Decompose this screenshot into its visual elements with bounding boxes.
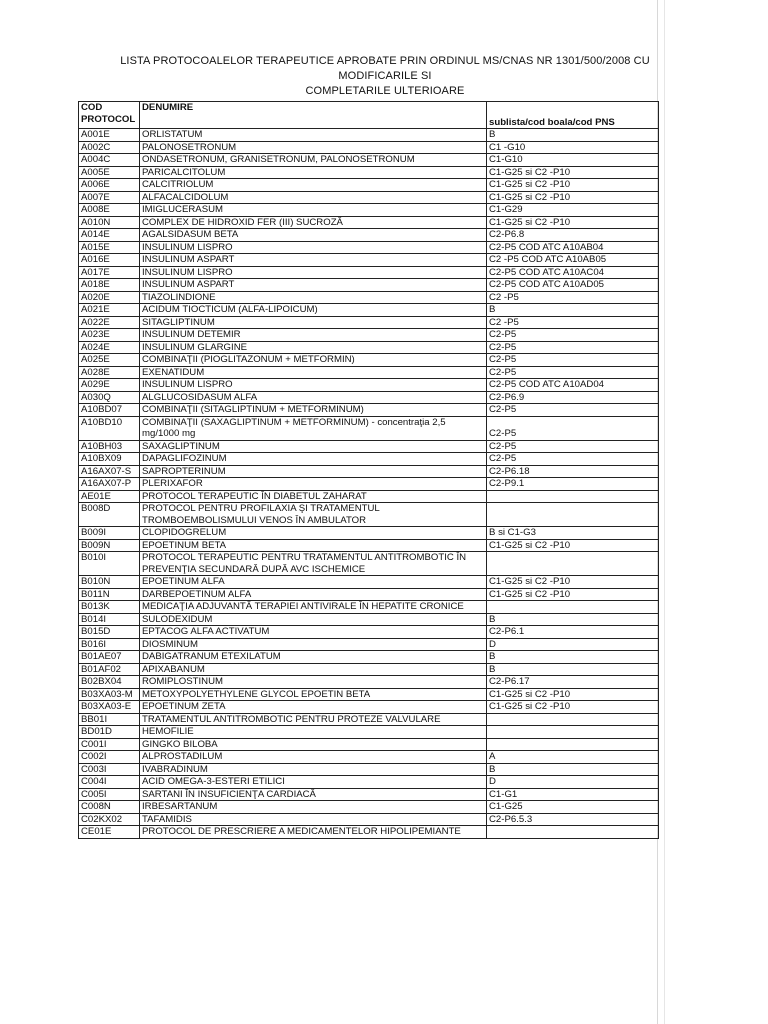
row-name: ACIDUM TIOCTICUM (ALFA-LIPOICUM) bbox=[140, 304, 487, 317]
row-code: A015E bbox=[79, 241, 140, 254]
document-title bbox=[100, 54, 670, 99]
row-pns: A bbox=[487, 751, 659, 764]
table-row bbox=[79, 329, 659, 342]
row-name: AGALSIDASUM BETA bbox=[140, 229, 487, 242]
table-row bbox=[79, 141, 659, 154]
row-code: A021E bbox=[79, 304, 140, 317]
table-row bbox=[79, 588, 659, 601]
row-name: CALCITRIOLUM bbox=[140, 179, 487, 192]
row-pns bbox=[487, 601, 659, 614]
row-pns: C2-P5 bbox=[487, 404, 659, 417]
row-name: INSULINUM ASPART bbox=[140, 279, 487, 292]
row-code: A014E bbox=[79, 229, 140, 242]
row-code: A007E bbox=[79, 191, 140, 204]
row-pns: C2 -P5 bbox=[487, 316, 659, 329]
row-name: INSULINUM GLARGINE bbox=[140, 341, 487, 354]
row-name: ALGLUCOSIDASUM ALFA bbox=[140, 391, 487, 404]
table-row bbox=[79, 129, 659, 142]
table-row bbox=[79, 179, 659, 192]
row-name: INSULINUM LISPRO bbox=[140, 266, 487, 279]
row-pns bbox=[487, 490, 659, 503]
row-code: A024E bbox=[79, 341, 140, 354]
title-line-1: LISTA PROTOCOALELOR TERAPEUTICE APROBATE PRIN ORDINUL MS/CNAS NR 1301/500/2008 CU MODIFICARILE SI bbox=[120, 55, 650, 82]
row-code: BB01I bbox=[79, 713, 140, 726]
table-row bbox=[79, 527, 659, 540]
row-code: B008D bbox=[79, 503, 140, 527]
row-pns: B si C1-G3 bbox=[487, 527, 659, 540]
row-code: C005I bbox=[79, 788, 140, 801]
row-name: TIAZOLINDIONE bbox=[140, 291, 487, 304]
row-name: COMBINAŢII (SAXAGLIPTINUM + METFORMINUM) - concentraţia 2,5 mg/1000 mg bbox=[140, 416, 487, 440]
row-name: COMBINAŢII (SITAGLIPTINUM + METFORMINUM) bbox=[140, 404, 487, 417]
row-name: INSULINUM LISPRO bbox=[140, 241, 487, 254]
row-pns: C1-G25 si C2 -P10 bbox=[487, 166, 659, 179]
row-pns: C2-P5 COD ATC A10AB04 bbox=[487, 241, 659, 254]
table-row bbox=[79, 626, 659, 639]
row-pns: C1-G25 si C2 -P10 bbox=[487, 179, 659, 192]
row-name: IRBESARTANUM bbox=[140, 801, 487, 814]
row-pns: C2-P6.1 bbox=[487, 626, 659, 639]
row-pns bbox=[487, 726, 659, 739]
row-code: B016I bbox=[79, 638, 140, 651]
row-code: B03XA03-E bbox=[79, 701, 140, 714]
header-pns: sublista/cod boala/cod PNS bbox=[487, 102, 659, 129]
row-code: B010N bbox=[79, 576, 140, 589]
row-name: ONDASETRONUM, GRANISETRONUM, PALONOSETRONUM bbox=[140, 154, 487, 167]
table-row bbox=[79, 826, 659, 839]
row-name: CLOPIDOGRELUM bbox=[140, 527, 487, 540]
table-row bbox=[79, 801, 659, 814]
row-code: A017E bbox=[79, 266, 140, 279]
row-code: A16AX07-P bbox=[79, 478, 140, 491]
row-pns: C2-P5 bbox=[487, 453, 659, 466]
row-code: A029E bbox=[79, 379, 140, 392]
table-row bbox=[79, 763, 659, 776]
table-row bbox=[79, 440, 659, 453]
row-name: SITAGLIPTINUM bbox=[140, 316, 487, 329]
row-code: A005E bbox=[79, 166, 140, 179]
table-row bbox=[79, 216, 659, 229]
row-code: A004C bbox=[79, 154, 140, 167]
row-code: A10BD07 bbox=[79, 404, 140, 417]
table-row bbox=[79, 701, 659, 714]
row-pns: C2-P5 bbox=[487, 366, 659, 379]
table-row bbox=[79, 738, 659, 751]
row-code: A028E bbox=[79, 366, 140, 379]
row-pns: B bbox=[487, 763, 659, 776]
row-code: A010N bbox=[79, 216, 140, 229]
row-name: EPOETINUM ALFA bbox=[140, 576, 487, 589]
row-name: COMBINAŢII (PIOGLITAZONUM + METFORMIN) bbox=[140, 354, 487, 367]
row-name: APIXABANUM bbox=[140, 663, 487, 676]
row-code: C002I bbox=[79, 751, 140, 764]
row-code: C003I bbox=[79, 763, 140, 776]
table-row bbox=[79, 379, 659, 392]
table-row bbox=[79, 601, 659, 614]
row-code: B009N bbox=[79, 539, 140, 552]
scan-edge-line bbox=[664, 0, 665, 1024]
table-row bbox=[79, 576, 659, 589]
row-code: A025E bbox=[79, 354, 140, 367]
row-name: ALFACALCIDOLUM bbox=[140, 191, 487, 204]
header-name: DENUMIRE bbox=[140, 102, 487, 129]
row-pns: C2-P6.18 bbox=[487, 465, 659, 478]
row-name: METOXYPOLYETHYLENE GLYCOL EPOETIN BETA bbox=[140, 688, 487, 701]
row-pns: C1-G10 bbox=[487, 154, 659, 167]
row-name: ROMIPLOSTINUM bbox=[140, 676, 487, 689]
table-row bbox=[79, 663, 659, 676]
row-name: SARTANI ÎN INSUFICIENŢA CARDIACĂ bbox=[140, 788, 487, 801]
row-pns bbox=[487, 713, 659, 726]
row-name: PALONOSETRONUM bbox=[140, 141, 487, 154]
table-row bbox=[79, 490, 659, 503]
row-pns: C1-G29 bbox=[487, 204, 659, 217]
row-code: A016E bbox=[79, 254, 140, 267]
row-name: SAPROPTERINUM bbox=[140, 465, 487, 478]
row-code: AE01E bbox=[79, 490, 140, 503]
row-name: EPOETINUM ZETA bbox=[140, 701, 487, 714]
row-name: PROTOCOL DE PRESCRIERE A MEDICAMENTELOR HIPOLIPEMIANTE bbox=[140, 826, 487, 839]
row-pns: C1-G25 bbox=[487, 801, 659, 814]
row-pns: D bbox=[487, 776, 659, 789]
row-pns: C1 -G10 bbox=[487, 141, 659, 154]
table-row bbox=[79, 751, 659, 764]
row-name: DAPAGLIFOZINUM bbox=[140, 453, 487, 466]
row-code: BD01D bbox=[79, 726, 140, 739]
row-pns: C1-G25 si C2 -P10 bbox=[487, 588, 659, 601]
row-pns: C2 -P5 bbox=[487, 291, 659, 304]
row-code: B015D bbox=[79, 626, 140, 639]
row-name: ORLISTATUM bbox=[140, 129, 487, 142]
table-row bbox=[79, 552, 659, 576]
row-code: A020E bbox=[79, 291, 140, 304]
row-name: PROTOCOL TERAPEUTIC ÎN DIABETUL ZAHARAT bbox=[140, 490, 487, 503]
row-name: IMIGLUCERASUM bbox=[140, 204, 487, 217]
row-pns: C2-P5 bbox=[487, 416, 659, 440]
table-row bbox=[79, 341, 659, 354]
row-pns: C1-G1 bbox=[487, 788, 659, 801]
row-code: C004I bbox=[79, 776, 140, 789]
table-header-row bbox=[79, 102, 659, 129]
row-code: A006E bbox=[79, 179, 140, 192]
row-name: MEDICAŢIA ADJUVANTĂ TERAPIEI ANTIVIRALE ÎN HEPATITE CRONICE bbox=[140, 601, 487, 614]
row-pns: C2-P6.8 bbox=[487, 229, 659, 242]
row-code: C02KX02 bbox=[79, 813, 140, 826]
row-code: A10BX09 bbox=[79, 453, 140, 466]
row-code: A022E bbox=[79, 316, 140, 329]
table-row bbox=[79, 465, 659, 478]
table-row bbox=[79, 354, 659, 367]
row-pns: C1-G25 si C2 -P10 bbox=[487, 701, 659, 714]
row-pns: C2-P5 COD ATC A10AD04 bbox=[487, 379, 659, 392]
row-name: EXENATIDUM bbox=[140, 366, 487, 379]
table-row bbox=[79, 539, 659, 552]
row-name: INSULINUM LISPRO bbox=[140, 379, 487, 392]
row-code: A030Q bbox=[79, 391, 140, 404]
row-name: EPTACOG ALFA ACTIVATUM bbox=[140, 626, 487, 639]
row-pns: D bbox=[487, 638, 659, 651]
table-row bbox=[79, 416, 659, 440]
protocol-table-body bbox=[79, 102, 659, 839]
table-row bbox=[79, 204, 659, 217]
row-name: COMPLEX DE HIDROXID FER (III) SUCROZĂ bbox=[140, 216, 487, 229]
row-code: A008E bbox=[79, 204, 140, 217]
table-row bbox=[79, 478, 659, 491]
title-line-2: COMPLETARILE ULTERIOARE bbox=[305, 85, 465, 97]
row-pns: C2-P6.5.3 bbox=[487, 813, 659, 826]
row-pns: C1-G25 si C2 -P10 bbox=[487, 539, 659, 552]
row-pns: C1-G25 si C2 -P10 bbox=[487, 576, 659, 589]
table-row bbox=[79, 713, 659, 726]
table-row bbox=[79, 776, 659, 789]
row-name: DABIGATRANUM ETEXILATUM bbox=[140, 651, 487, 664]
row-name: PLERIXAFOR bbox=[140, 478, 487, 491]
row-name: ALPROSTADILUM bbox=[140, 751, 487, 764]
row-pns bbox=[487, 826, 659, 839]
row-pns: C2-P5 bbox=[487, 329, 659, 342]
row-code: A018E bbox=[79, 279, 140, 292]
row-pns: B bbox=[487, 651, 659, 664]
row-name: HEMOFILIE bbox=[140, 726, 487, 739]
row-name: DARBEPOETINUM ALFA bbox=[140, 588, 487, 601]
row-name: PROTOCOL TERAPEUTIC PENTRU TRATAMENTUL ANTITROMBOTIC ÎN PREVENŢIA SECUNDARĂ DUPĂ AVC ISCHEMICE bbox=[140, 552, 487, 576]
row-pns: C2-P5 bbox=[487, 341, 659, 354]
table-row bbox=[79, 229, 659, 242]
table-row bbox=[79, 304, 659, 317]
row-pns: B bbox=[487, 663, 659, 676]
table-row bbox=[79, 154, 659, 167]
row-pns: B bbox=[487, 613, 659, 626]
row-code: B010I bbox=[79, 552, 140, 576]
table-row bbox=[79, 613, 659, 626]
table-row bbox=[79, 726, 659, 739]
row-code: B02BX04 bbox=[79, 676, 140, 689]
row-name: ACID OMEGA-3-ESTERI ETILICI bbox=[140, 776, 487, 789]
row-pns: C1-G25 si C2 -P10 bbox=[487, 688, 659, 701]
row-pns bbox=[487, 503, 659, 527]
row-code: C001I bbox=[79, 738, 140, 751]
row-name: PARICALCITOLUM bbox=[140, 166, 487, 179]
row-code: B013K bbox=[79, 601, 140, 614]
row-pns: C2-P5 bbox=[487, 440, 659, 453]
row-code: A16AX07-S bbox=[79, 465, 140, 478]
row-name: TAFAMIDIS bbox=[140, 813, 487, 826]
row-pns bbox=[487, 552, 659, 576]
row-code: B01AE07 bbox=[79, 651, 140, 664]
row-name: PROTOCOL PENTRU PROFILAXIA ŞI TRATAMENTUL TROMBOEMBOLISMULUI VENOS ÎN AMBULATOR bbox=[140, 503, 487, 527]
table-row bbox=[79, 391, 659, 404]
row-name: IVABRADINUM bbox=[140, 763, 487, 776]
row-pns: C2 -P5 COD ATC A10AB05 bbox=[487, 254, 659, 267]
row-code: B014I bbox=[79, 613, 140, 626]
row-code: B01AF02 bbox=[79, 663, 140, 676]
table-row bbox=[79, 366, 659, 379]
row-code: A023E bbox=[79, 329, 140, 342]
table-row bbox=[79, 166, 659, 179]
table-row bbox=[79, 254, 659, 267]
table-row bbox=[79, 453, 659, 466]
row-name: TRATAMENTUL ANTITROMBOTIC PENTRU PROTEZE VALVULARE bbox=[140, 713, 487, 726]
row-code: A10BH03 bbox=[79, 440, 140, 453]
row-pns: B bbox=[487, 304, 659, 317]
row-pns: C2-P6.9 bbox=[487, 391, 659, 404]
table-row bbox=[79, 291, 659, 304]
row-pns: C1-G25 si C2 -P10 bbox=[487, 191, 659, 204]
row-code: B03XA03-M bbox=[79, 688, 140, 701]
row-name: INSULINUM ASPART bbox=[140, 254, 487, 267]
row-code: B009I bbox=[79, 527, 140, 540]
table-row bbox=[79, 241, 659, 254]
table-row bbox=[79, 266, 659, 279]
row-name: DIOSMINUM bbox=[140, 638, 487, 651]
row-code: CE01E bbox=[79, 826, 140, 839]
table-row bbox=[79, 676, 659, 689]
row-code: C008N bbox=[79, 801, 140, 814]
row-name: EPOETINUM BETA bbox=[140, 539, 487, 552]
table-row bbox=[79, 651, 659, 664]
header-code: COD PROTOCOL bbox=[79, 102, 140, 129]
row-code: A001E bbox=[79, 129, 140, 142]
table-row bbox=[79, 813, 659, 826]
table-row bbox=[79, 688, 659, 701]
row-name: GINGKO BILOBA bbox=[140, 738, 487, 751]
table-row bbox=[79, 503, 659, 527]
row-pns: C2-P5 COD ATC A10AD05 bbox=[487, 279, 659, 292]
row-name: SULODEXIDUM bbox=[140, 613, 487, 626]
row-pns: B bbox=[487, 129, 659, 142]
row-pns: C2-P9.1 bbox=[487, 478, 659, 491]
row-pns: C2-P5 COD ATC A10AC04 bbox=[487, 266, 659, 279]
protocol-table bbox=[78, 101, 659, 839]
row-name: SAXAGLIPTINUM bbox=[140, 440, 487, 453]
table-row bbox=[79, 638, 659, 651]
table-row bbox=[79, 404, 659, 417]
row-code: A10BD10 bbox=[79, 416, 140, 440]
table-row bbox=[79, 279, 659, 292]
row-pns bbox=[487, 738, 659, 751]
row-code: B011N bbox=[79, 588, 140, 601]
table-row bbox=[79, 191, 659, 204]
row-name: INSULINUM DETEMIR bbox=[140, 329, 487, 342]
row-pns: C1-G25 si C2 -P10 bbox=[487, 216, 659, 229]
row-code: A002C bbox=[79, 141, 140, 154]
table-row bbox=[79, 316, 659, 329]
row-pns: C2-P5 bbox=[487, 354, 659, 367]
row-pns: C2-P6.17 bbox=[487, 676, 659, 689]
table-row bbox=[79, 788, 659, 801]
